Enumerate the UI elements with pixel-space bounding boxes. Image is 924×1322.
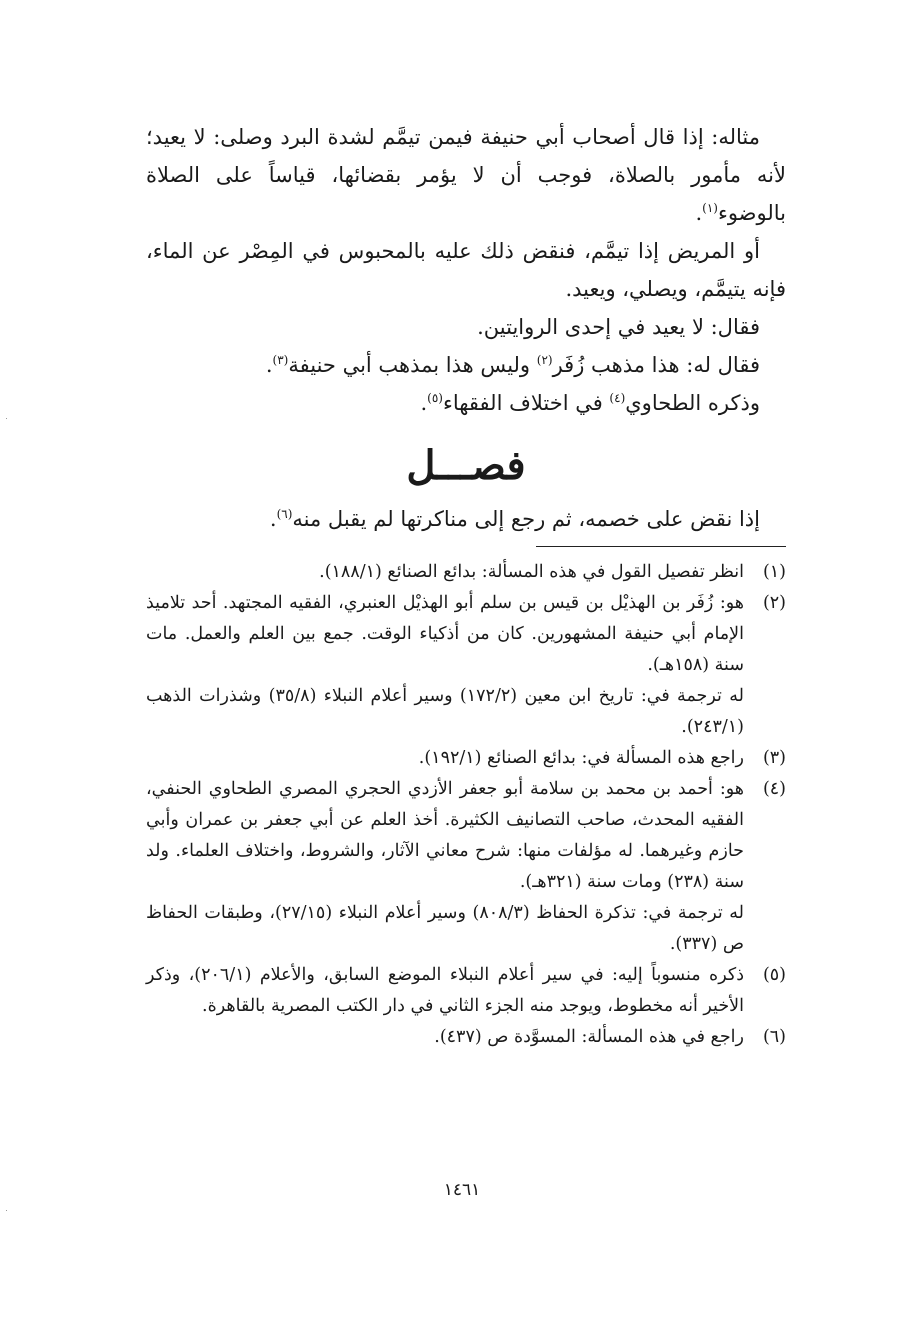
footnote-number: (٤) [762,779,786,799]
paragraph-tahawi [146,384,786,422]
footnote-number: (٦) [762,1027,786,1047]
footnote-number: (٢) [762,593,786,613]
footnote-6 [146,1022,786,1053]
punctuation: . [420,391,428,415]
footnote-body [146,557,744,588]
paragraph-zufar [146,346,786,384]
footnote-text: راجع هذه المسألة في: بدائع الصنائع (١٩٢/١). [418,748,744,768]
footnote-text: له ترجمة في: تاريخ ابن معين (١٧٢/٢) وسير أعلام النبلاء (٣٥/٨) وشذرات الذهب (٢٤٣/١). [146,686,744,737]
section-statement [146,500,786,538]
footnote-text: انظر تفصيل القول في هذه المسألة: بدائع الصنائع (١٨٨/١). [319,562,744,582]
footnote-text: هو: زُفَر بن الهذيْل بن قيس بن سلم أبو الهذيْل العنبري، الفقيه المجتهد. أحد تلاميذ الإمام أبي حنيفة المشهورين. كان من أذكياء الوقت. جمع بين العلم والعمل. مات سنة (١٥٨هـ). [146,593,744,675]
scan-speck [6,1210,7,1211]
footnote-divider [536,546,786,547]
footnote-ref-1[interactable]: (١) [702,201,718,215]
footnote-3 [146,743,786,774]
footnote-5 [146,960,786,1022]
footnotes-list [146,557,786,1053]
footnote-4 [146,774,786,960]
paragraph-text: وليس هذا بمذهب أبي حنيفة [288,353,537,377]
footnote-ref-6[interactable]: (٦) [276,507,293,521]
footnote-text: راجع في هذه المسألة: المسوَّدة ص (٤٣٧). [434,1027,744,1047]
footnote-body [146,774,744,960]
paragraph-reply: فقال: لا يعيد في إحدى الروايتين. [477,315,760,339]
paragraph-text: مثاله: إذا قال أصحاب أبي حنيفة فيمن تيمَّم لشدة البرد وصلى: لا يعيد؛ لأنه مأمور بالصلاة، فوجب أن لا يؤمر بقضائها، قياساً على الصلاة بالوضوء [146,125,786,225]
punctuation: . [695,201,703,225]
punctuation: . [269,507,277,531]
footnote-1 [146,557,786,588]
punctuation: . [265,353,273,377]
footnote-body [146,1022,744,1053]
section-text: إذا نقض على خصمه، ثم رجع إلى مناكرتها لم يقبل منه [292,507,760,531]
paragraph-text: في اختلاف الفقهاء [442,391,610,415]
paragraph-text: فقال له: هذا مذهب زُفَر [552,353,760,377]
footnote-text: له ترجمة في: تذكرة الحفاظ (٨٠٨/٣) وسير أعلام النبلاء (٢٧/١٥)، وطبقات الحفاظ ص (٣٣٧). [146,903,745,954]
footnote-ref-2[interactable]: (٢) [536,353,553,367]
footnote-number: (٣) [762,748,786,768]
footnote-ref-3[interactable]: (٣) [272,353,289,367]
footnote-body [146,743,744,774]
footnote-number: (١) [762,562,786,582]
footnote-2 [146,588,786,743]
paragraph-example [146,118,786,232]
scan-speck [6,418,7,419]
paragraph-sick-person: أو المريض إذا تيمَّم، فنقض ذلك عليه بالمحبوس في المِصْر عن الماء، فإنه يتيمَّم، ويصلي، ويعيد. [146,239,786,301]
footnote-body [146,588,744,743]
footnote-number: (٥) [762,965,786,985]
footnote-body [146,960,744,1022]
page-number: ١٤٦١ [443,1180,481,1200]
footnote-ref-4[interactable]: (٤) [609,391,626,405]
footnote-text: هو: أحمد بن محمد بن سلامة أبو جعفر الأزدي الحجري المصري الطحاوي الحنفي، الفقيه المحدث، صاحب التصانيف الكثيرة. أخذ العلم عن أبي جعفر بن عمران وأبي حازم وغيرهما. له مؤلفات منها: شرح معاني الآثار، والشروط، واختلاف العلماء. ولد سنة (٢٣٨) ومات سنة (٣٢١هـ). [146,779,744,892]
footnote-text: ذكره منسوباً إليه: في سير أعلام النبلاء الموضع السابق، والأعلام (٢٠٦/١)، وذكر الأخير أنه مخطوط، ويوجد منه الجزء الثاني في دار الكتب المصرية بالقاهرة. [146,965,744,1016]
paragraph-text: وذكره الطحاوي [625,391,760,415]
footnote-ref-5[interactable]: (٥) [427,391,443,405]
page-content [146,118,786,1053]
section-heading: فصـــل [406,442,526,489]
